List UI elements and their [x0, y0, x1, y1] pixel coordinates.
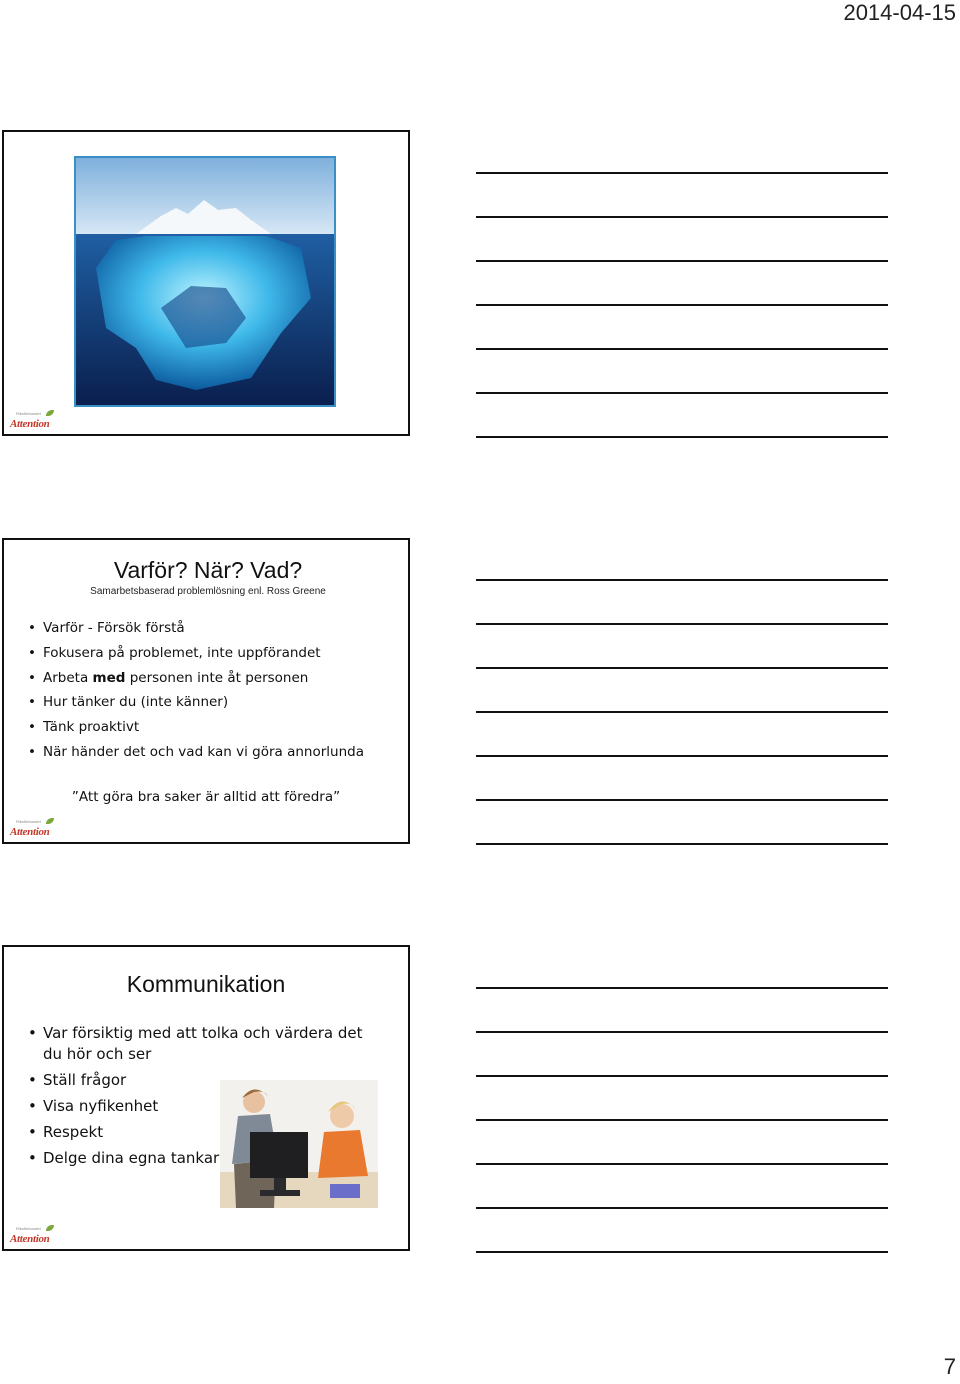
- list-item: • Ställ frågor: [28, 1070, 373, 1091]
- attention-logo: Riksförbundet Attention: [10, 818, 58, 838]
- list-item: • Visa nyfikenhet: [28, 1096, 373, 1117]
- slide-title: Kommunikation: [126, 971, 286, 997]
- slide-3: [2, 945, 410, 1251]
- list-item: • Arbeta med personen inte åt personen: [28, 666, 364, 691]
- print-date: 2014-04-15: [843, 0, 956, 25]
- slide-1: [2, 130, 410, 436]
- page-number: 7: [943, 1354, 956, 1379]
- note-lines-3: [476, 987, 888, 1295]
- list-item: • Varför - Försök förstå: [28, 616, 364, 641]
- list-item: • Hur tänker du (inte känner): [28, 690, 364, 715]
- slide-subtitle: Samarbetsbaserad problemlösning enl. Ross Greene: [90, 586, 326, 597]
- list-item: • När händer det och vad kan vi göra annorlunda: [28, 740, 364, 765]
- list-item: • Var försiktig med att tolka och värdera det du hör och ser: [28, 1023, 373, 1065]
- bullet-list: [28, 616, 364, 765]
- list-item: • Tänk proaktivt: [28, 715, 364, 740]
- list-item: • Delge dina egna tankar: [28, 1148, 373, 1169]
- slide-title: Varför? När? Vad?: [113, 557, 303, 583]
- quote-text: ”Att göra bra saker är alltid att föredra”: [71, 789, 341, 805]
- slide-2: [2, 538, 410, 844]
- note-lines-1: [476, 172, 888, 480]
- iceberg-image: [74, 156, 336, 407]
- list-item: • Fokusera på problemet, inte uppförandet: [28, 641, 364, 666]
- women-computer-image: [220, 1080, 378, 1208]
- attention-logo: Riksförbundet Attention: [10, 410, 58, 430]
- attention-logo: Riksförbundet Attention: [10, 1225, 58, 1245]
- note-lines-2: [476, 579, 888, 887]
- list-item: • Respekt: [28, 1122, 373, 1143]
